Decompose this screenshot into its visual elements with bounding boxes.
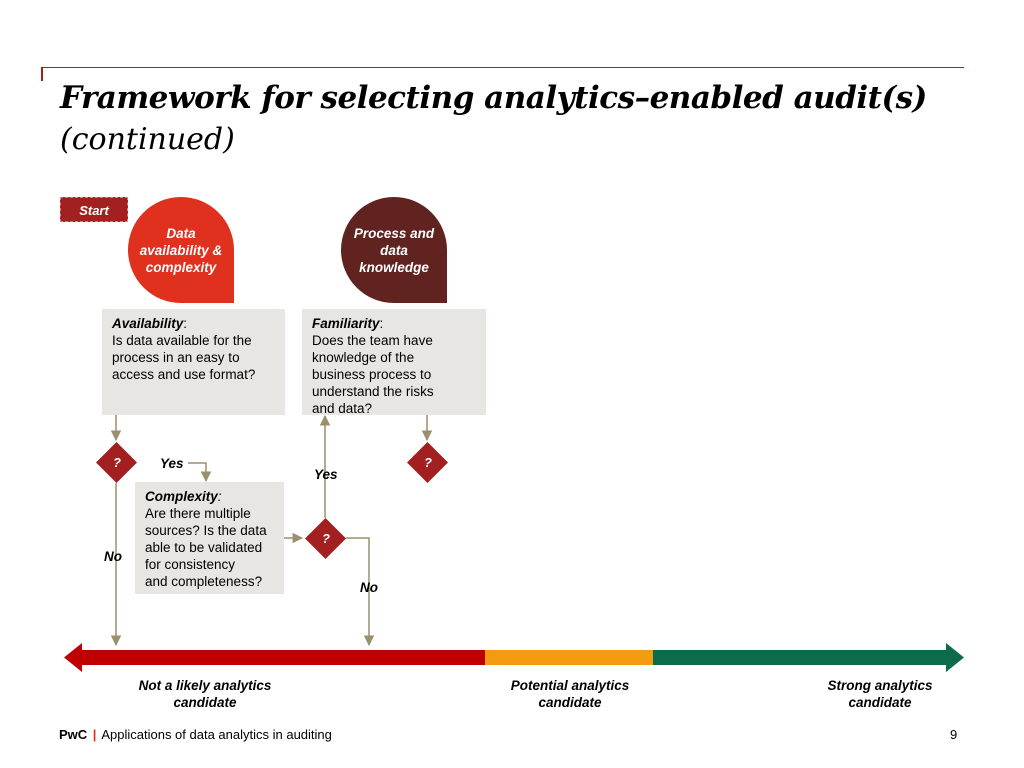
decision-symbol: ? — [113, 455, 121, 470]
flow-label-yes: Yes — [160, 456, 184, 471]
box-line: knowledge of the — [312, 350, 415, 365]
drop-data-availability — [128, 197, 234, 303]
scale-segment-not-likely — [80, 650, 485, 665]
scale-arrowhead-left — [64, 643, 82, 672]
flow-label-no: No — [360, 580, 378, 595]
flow-label-yes: Yes — [314, 467, 338, 482]
connector-decision1-yes — [188, 463, 206, 481]
footer-brand: PwC — [59, 727, 88, 742]
scale-segment-strong — [653, 650, 948, 665]
box-line: sources? Is the data — [145, 523, 267, 538]
flow-label-no: No — [104, 549, 122, 564]
box-line: able to be validated — [145, 540, 263, 555]
scale-label-strong: Strong analytics candidate — [827, 678, 933, 710]
page-number: 9 — [950, 727, 958, 742]
drop-process-knowledge — [341, 197, 447, 303]
footer-text: Applications of data analytics in auditing — [101, 727, 332, 742]
footer — [59, 727, 332, 742]
scale-label-not-likely: Not a likely analytics candidate — [138, 678, 272, 710]
box-heading: Complexity — [145, 489, 218, 504]
footer-separator: | — [92, 727, 97, 742]
scale-arrowhead-right — [946, 643, 964, 672]
box-line: for consistency — [145, 557, 236, 572]
box-line: access and use format? — [112, 367, 256, 382]
page-title: Framework for selecting analytics–enabled audit(s) — [60, 80, 927, 116]
box-line: Are there multiple — [145, 506, 251, 521]
drop-label: Process and data knowledge — [353, 225, 435, 275]
decision-symbol: ? — [424, 455, 432, 470]
box-line: understand the risks — [312, 384, 434, 399]
availability-box — [102, 309, 285, 415]
box-heading-colon: : — [217, 489, 222, 504]
start-label: Start — [60, 197, 128, 222]
decision-symbol: ? — [322, 531, 330, 546]
box-line: process in an easy to — [112, 350, 240, 365]
box-heading: Familiarity — [312, 316, 380, 331]
box-line: and completeness? — [145, 574, 263, 589]
box-line: Does the team have — [312, 333, 433, 348]
box-heading-colon: : — [183, 316, 188, 331]
box-line: Is data available for the — [112, 333, 252, 348]
scale-segment-potential — [485, 650, 653, 665]
box-heading: Availability — [112, 316, 184, 331]
candidate-scale — [64, 643, 964, 672]
box-line: and data? — [312, 401, 373, 416]
familiarity-box — [302, 309, 486, 415]
complexity-box — [135, 482, 284, 594]
box-line: business process to — [312, 367, 432, 382]
box-heading-colon: : — [379, 316, 384, 331]
page-subtitle: (continued) — [60, 122, 235, 157]
scale-label-potential: Potential analytics candidate — [510, 678, 630, 710]
drop-label: Data availability & complexity — [139, 225, 223, 275]
